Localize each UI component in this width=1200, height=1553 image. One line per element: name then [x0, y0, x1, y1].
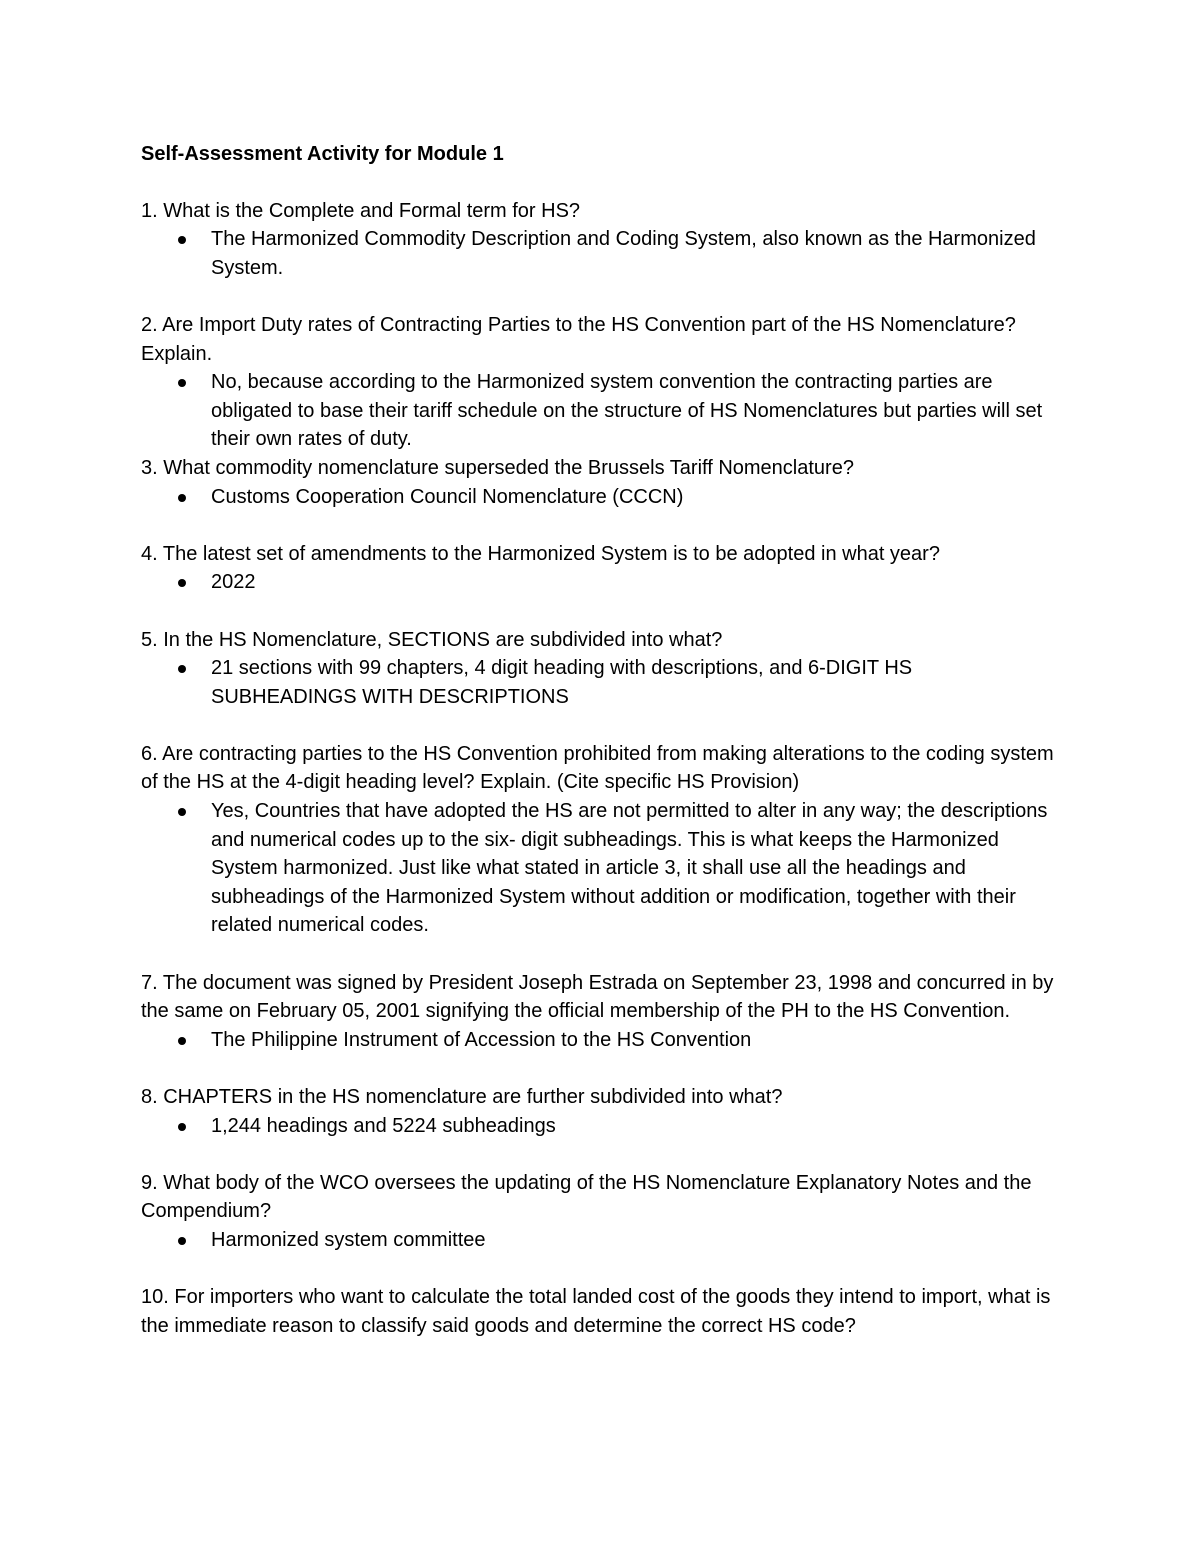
qa-item-2 [141, 311, 1061, 454]
question-text: 10. For importers who want to calculate the total landed cost of the goods they intend to import, what is the immediate reason to classify said goods and determine the correct HS code? [141, 1286, 1051, 1337]
answer-item [211, 797, 1061, 940]
bullet-icon [178, 579, 186, 587]
answer-list [141, 483, 1061, 512]
answer-item [211, 654, 1061, 711]
qa-item-1 [141, 197, 1061, 283]
answer-item [211, 368, 1061, 454]
qa-item-5 [141, 626, 1061, 712]
question-text: 3. What commodity nomenclature superseded the Brussels Tariff Nomenclature? [141, 456, 854, 479]
answer-text: Customs Cooperation Council Nomenclature (CCCN) [211, 485, 684, 508]
qa-item-6 [141, 740, 1061, 940]
answer-item [211, 483, 1061, 512]
question-text: 1. What is the Complete and Formal term for HS? [141, 199, 581, 222]
answer-item [211, 1112, 1061, 1141]
bullet-icon [178, 665, 186, 673]
qa-item-9 [141, 1169, 1061, 1255]
qa-item-3 [141, 454, 1061, 511]
answer-text: 21 sections with 99 chapters, 4 digit heading with descriptions, and 6-DIGIT HS SUBHEADINGS WITH DESCRIPTIONS [211, 657, 913, 708]
answer-list [141, 1112, 1061, 1141]
qa-item-8 [141, 1083, 1061, 1140]
answer-text: The Philippine Instrument of Accession to the HS Convention [211, 1028, 752, 1051]
answer-text: Harmonized system committee [211, 1228, 486, 1251]
bullet-icon [178, 236, 186, 244]
question-text: 5. In the HS Nomenclature, SECTIONS are subdivided into what? [141, 628, 723, 651]
answer-list [141, 1226, 1061, 1255]
answer-text: Yes, Countries that have adopted the HS are not permitted to alter in any way; the descriptions and numerical codes up to the six- digit subheadings. This is what keeps the Harmonized System harmonized. Just like what stated in article 3, it shall use all the headings and subheadings of the Harmonized System without addition or modification, together with their related numerical codes. [211, 800, 1048, 937]
question-text: 7. The document was signed by President Joseph Estrada on September 23, 1998 and concurred in by the same on February 05, 2001 signifying the official membership of the PH to the HS Convention. [141, 971, 1054, 1023]
bullet-icon [178, 1037, 186, 1045]
answer-list [141, 568, 1061, 597]
document-page [141, 140, 1061, 1340]
bullet-icon [178, 808, 186, 816]
answer-list [141, 797, 1061, 940]
answer-item [211, 1226, 1061, 1255]
answer-item [211, 1026, 1061, 1055]
bullet-icon [178, 379, 186, 387]
bullet-icon [178, 494, 186, 502]
qa-item-10 [141, 1283, 1061, 1340]
answer-text: No, because according to the Harmonized system convention the contracting parties are obligated to base their tariff schedule on the structure of HS Nomenclatures but parties will set their own rates of duty. [211, 371, 1043, 451]
answer-list [141, 1026, 1061, 1055]
answer-item [211, 225, 1061, 282]
answer-list [141, 225, 1061, 282]
bullet-icon [178, 1237, 186, 1245]
question-text: 8. CHAPTERS in the HS nomenclature are further subdivided into what? [141, 1086, 783, 1108]
question-text: 2. Are Import Duty rates of Contracting Parties to the HS Convention part of the HS Nomenclature? Explain. [141, 313, 1016, 365]
question-text: 9. What body of the WCO oversees the updating of the HS Nomenclature Explanatory Notes and the Compendium? [141, 1171, 1032, 1223]
bullet-icon [178, 1123, 186, 1131]
answer-list [141, 654, 1061, 711]
answer-item [211, 568, 1061, 597]
answer-list [141, 368, 1061, 454]
qa-item-4 [141, 540, 1061, 597]
question-text: 4. The latest set of amendments to the Harmonized System is to be adopted in what year? [141, 542, 940, 565]
document-title: Self-Assessment Activity for Module 1 [141, 143, 504, 165]
question-text: 6. Are contracting parties to the HS Convention prohibited from making alterations to the coding system of the HS at the 4-digit heading level? Explain. (Cite specific HS Provision) [141, 742, 1054, 794]
answer-text: The Harmonized Commodity Description and Coding System, also known as the Harmonized System. [211, 228, 1036, 279]
answer-text: 1,244 headings and 5224 subheadings [211, 1114, 556, 1137]
qa-item-7 [141, 969, 1061, 1055]
answer-text: 2022 [211, 571, 256, 594]
